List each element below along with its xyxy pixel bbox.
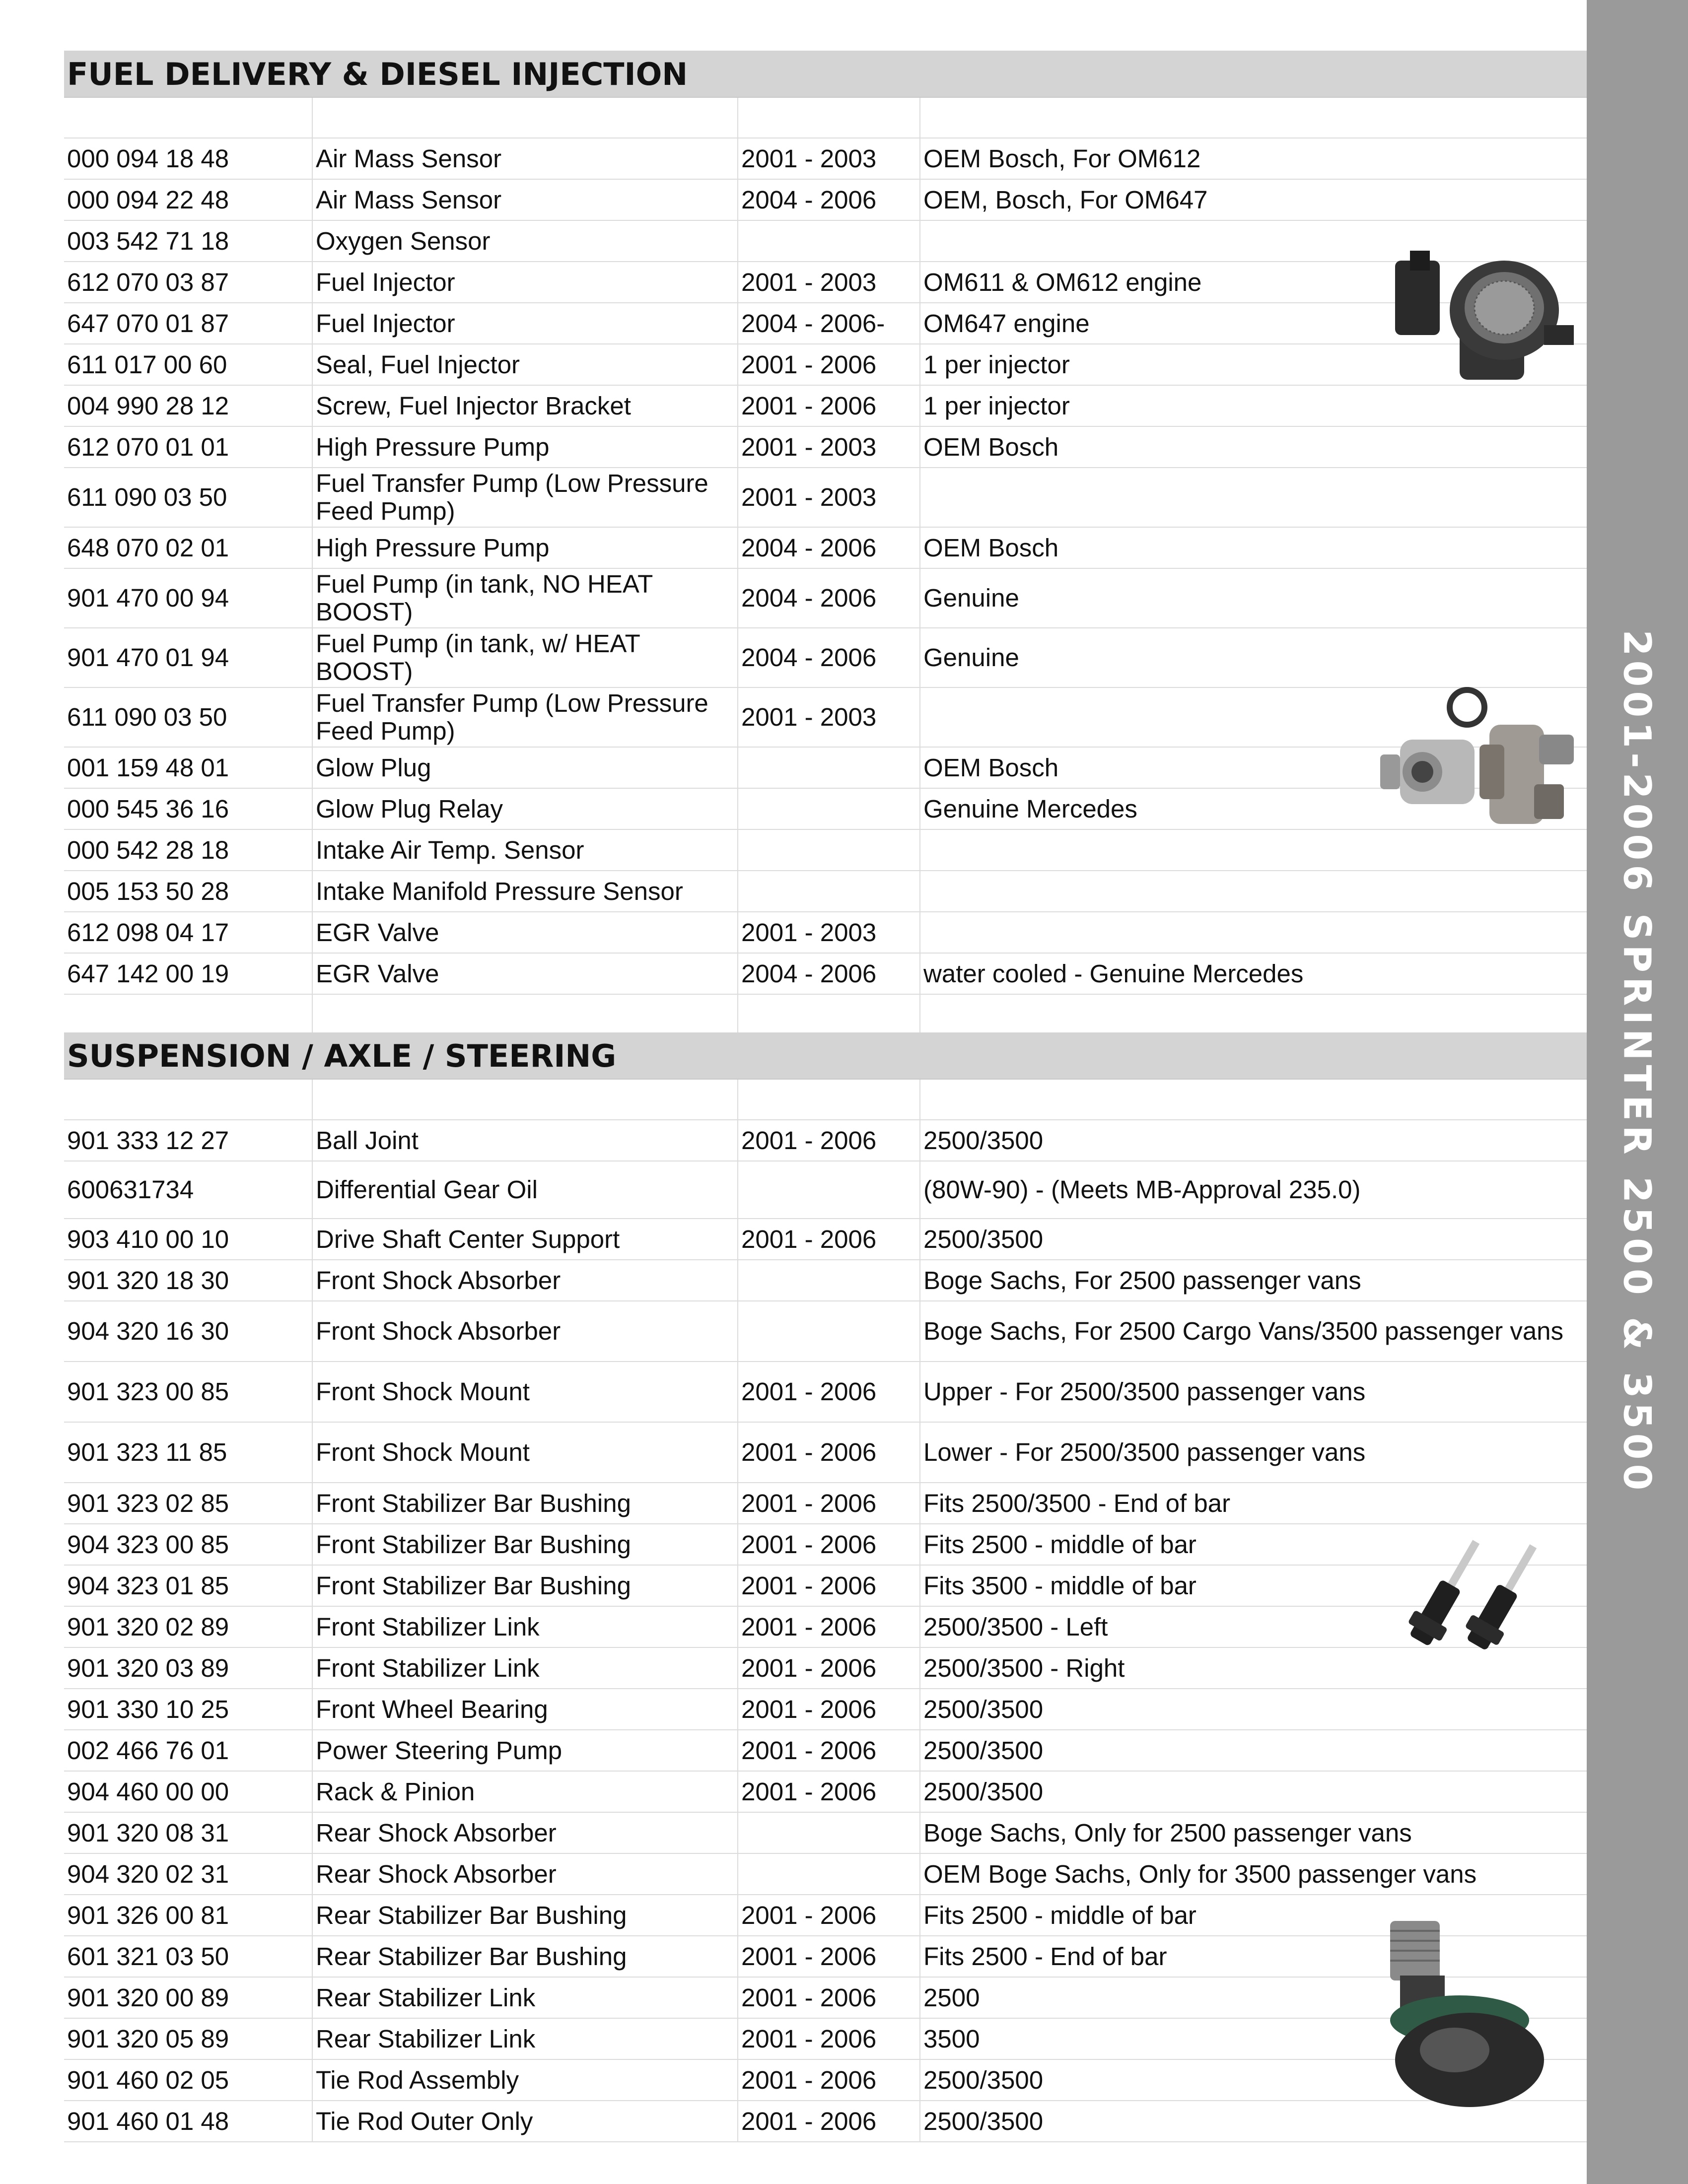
part-number-cell: 647 070 01 87 xyxy=(64,303,312,344)
description-cell: Front Wheel Bearing xyxy=(312,1689,738,1730)
blank-cell xyxy=(312,98,738,138)
notes-cell: 2500/3500 xyxy=(920,1120,1587,1161)
years-cell: 2004 - 2006- xyxy=(738,303,920,344)
part-number-cell: 612 070 01 01 xyxy=(64,426,312,468)
table-row xyxy=(64,871,1587,912)
part-number-cell: 904 460 00 00 xyxy=(64,1771,312,1812)
description-cell: Fuel Transfer Pump (Low Pressure Feed Pump) xyxy=(312,468,738,527)
shock-absorber-photo xyxy=(1385,1529,1564,1668)
table-row xyxy=(64,788,1587,829)
years-cell xyxy=(738,871,920,912)
description-cell: High Pressure Pump xyxy=(312,426,738,468)
parts-table xyxy=(64,98,1587,1035)
description-cell: Fuel Transfer Pump (Low Pressure Feed Pump) xyxy=(312,687,738,747)
description-cell: Oxygen Sensor xyxy=(312,220,738,262)
years-cell: 2004 - 2006 xyxy=(738,953,920,994)
description-cell: Seal, Fuel Injector xyxy=(312,344,738,385)
notes-cell: (80W-90) - (Meets MB-Approval 235.0) xyxy=(920,1161,1587,1219)
years-cell: 2001 - 2006 xyxy=(738,344,920,385)
years-cell xyxy=(738,747,920,788)
years-cell: 2004 - 2006 xyxy=(738,568,920,628)
table-row xyxy=(64,344,1587,385)
table-row xyxy=(64,2018,1587,2059)
notes-cell: Fits 3500 - middle of bar xyxy=(920,1565,1587,1606)
part-number-cell: 901 323 11 85 xyxy=(64,1422,312,1483)
part-number-cell: 903 410 00 10 xyxy=(64,1219,312,1260)
notes-cell: 1 per injector xyxy=(920,344,1587,385)
description-cell: Air Mass Sensor xyxy=(312,179,738,220)
years-cell: 2004 - 2006 xyxy=(738,179,920,220)
table-row xyxy=(64,220,1587,262)
table-row xyxy=(64,1161,1587,1219)
part-number-cell: 612 098 04 17 xyxy=(64,912,312,953)
part-number-cell: 001 159 48 01 xyxy=(64,747,312,788)
table-row xyxy=(64,568,1587,628)
table-row xyxy=(64,628,1587,687)
part-number-cell: 901 320 05 89 xyxy=(64,2018,312,2059)
notes-cell: Genuine Mercedes xyxy=(920,788,1587,829)
notes-cell: Fits 2500/3500 - End of bar xyxy=(920,1483,1587,1524)
description-cell: Glow Plug xyxy=(312,747,738,788)
notes-cell: OEM, Bosch, For OM647 xyxy=(920,179,1587,220)
years-cell: 2004 - 2006 xyxy=(738,628,920,687)
years-cell: 2001 - 2006 xyxy=(738,1647,920,1689)
blank-cell xyxy=(738,98,920,138)
description-cell: Front Stabilizer Link xyxy=(312,1647,738,1689)
part-number-cell: 611 017 00 60 xyxy=(64,344,312,385)
description-cell: Rear Stabilizer Link xyxy=(312,1977,738,2018)
part-number-cell: 002 466 76 01 xyxy=(64,1730,312,1771)
part-number-cell: 901 470 01 94 xyxy=(64,628,312,687)
years-cell: 2001 - 2006 xyxy=(738,2101,920,2142)
blank-cell xyxy=(64,98,312,138)
description-cell: Screw, Fuel Injector Bracket xyxy=(312,385,738,426)
table-row xyxy=(64,426,1587,468)
notes-cell xyxy=(920,829,1587,871)
part-number-cell: 901 320 00 89 xyxy=(64,1977,312,2018)
notes-cell: Lower - For 2500/3500 passenger vans xyxy=(920,1422,1587,1483)
years-cell: 2001 - 2003 xyxy=(738,138,920,179)
part-number-cell: 901 470 00 94 xyxy=(64,568,312,628)
years-cell: 2001 - 2006 xyxy=(738,1730,920,1771)
years-cell: 2001 - 2006 xyxy=(738,1422,920,1483)
notes-cell: Fits 2500 - middle of bar xyxy=(920,1524,1587,1565)
years-cell xyxy=(738,788,920,829)
description-cell: Front Stabilizer Link xyxy=(312,1606,738,1647)
table-row xyxy=(64,1771,1587,1812)
sidebar-title: 2001-2006 SPRINTER 2500 & 3500 xyxy=(1615,629,1660,1495)
table-row xyxy=(64,747,1587,788)
description-cell: Front Shock Absorber xyxy=(312,1301,738,1362)
table-row xyxy=(64,1260,1587,1301)
parts-table xyxy=(64,1080,1587,2142)
part-number-cell: 904 320 16 30 xyxy=(64,1301,312,1362)
notes-cell: Upper - For 2500/3500 passenger vans xyxy=(920,1362,1587,1422)
part-number-cell: 901 320 03 89 xyxy=(64,1647,312,1689)
blank-cell xyxy=(738,994,920,1035)
years-cell: 2001 - 2003 xyxy=(738,468,920,527)
table-row xyxy=(64,1977,1587,2018)
notes-cell: 1 per injector xyxy=(920,385,1587,426)
part-number-cell: 901 320 02 89 xyxy=(64,1606,312,1647)
part-number-cell: 004 990 28 12 xyxy=(64,385,312,426)
part-number-cell: 904 320 02 31 xyxy=(64,1853,312,1895)
table-row xyxy=(64,1730,1587,1771)
table-row xyxy=(64,687,1587,747)
description-cell: Front Stabilizer Bar Bushing xyxy=(312,1483,738,1524)
table-row xyxy=(64,1936,1587,1977)
part-number-cell: 904 323 01 85 xyxy=(64,1565,312,1606)
description-cell: EGR Valve xyxy=(312,912,738,953)
description-cell: Front Stabilizer Bar Bushing xyxy=(312,1565,738,1606)
notes-cell: 2500/3500 xyxy=(920,1771,1587,1812)
notes-cell: 2500/3500 - Left xyxy=(920,1606,1587,1647)
table-row xyxy=(64,262,1587,303)
description-cell: Fuel Pump (in tank, NO HEAT BOOST) xyxy=(312,568,738,628)
description-cell: Rack & Pinion xyxy=(312,1771,738,1812)
description-cell: Rear Stabilizer Bar Bushing xyxy=(312,1895,738,1936)
years-cell xyxy=(738,220,920,262)
notes-cell: 2500/3500 xyxy=(920,1689,1587,1730)
blank-cell xyxy=(920,98,1587,138)
part-number-cell: 000 542 28 18 xyxy=(64,829,312,871)
ball-joint-photo xyxy=(1370,1916,1589,2110)
table-row xyxy=(64,1853,1587,1895)
blank-cell xyxy=(920,994,1587,1035)
part-number-cell: 901 333 12 27 xyxy=(64,1120,312,1161)
table-row xyxy=(64,2101,1587,2142)
notes-cell: 2500/3500 xyxy=(920,2059,1587,2101)
years-cell: 2001 - 2003 xyxy=(738,687,920,747)
years-cell: 2001 - 2006 xyxy=(738,1689,920,1730)
table-row xyxy=(64,2059,1587,2101)
part-number-cell: 901 323 02 85 xyxy=(64,1483,312,1524)
description-cell: Tie Rod Outer Only xyxy=(312,2101,738,2142)
notes-cell: Genuine xyxy=(920,628,1587,687)
table-row xyxy=(64,303,1587,344)
part-number-cell: 003 542 71 18 xyxy=(64,220,312,262)
description-cell: Front Shock Absorber xyxy=(312,1260,738,1301)
section-suspension xyxy=(64,1032,1587,2142)
notes-cell: OEM Bosch xyxy=(920,747,1587,788)
blank-cell xyxy=(312,994,738,1035)
table-row xyxy=(64,1812,1587,1853)
years-cell: 2001 - 2006 xyxy=(738,385,920,426)
years-cell xyxy=(738,1812,920,1853)
description-cell: Rear Shock Absorber xyxy=(312,1853,738,1895)
blank-row xyxy=(64,1080,1587,1120)
description-cell: Ball Joint xyxy=(312,1120,738,1161)
table-row xyxy=(64,138,1587,179)
years-cell xyxy=(738,829,920,871)
part-number-cell: 647 142 00 19 xyxy=(64,953,312,994)
blank-cell xyxy=(312,1080,738,1120)
section-fuel-delivery xyxy=(64,51,1587,1035)
description-cell: Differential Gear Oil xyxy=(312,1161,738,1219)
notes-cell: 2500 xyxy=(920,1977,1587,2018)
part-number-cell: 901 320 18 30 xyxy=(64,1260,312,1301)
years-cell xyxy=(738,1161,920,1219)
table-row xyxy=(64,527,1587,568)
notes-cell: Genuine xyxy=(920,568,1587,628)
years-cell: 2001 - 2003 xyxy=(738,262,920,303)
table-row xyxy=(64,829,1587,871)
section-title: FUEL DELIVERY & DIESEL INJECTION xyxy=(64,51,1587,98)
notes-cell: 2500/3500 xyxy=(920,1730,1587,1771)
description-cell: Power Steering Pump xyxy=(312,1730,738,1771)
notes-cell: 3500 xyxy=(920,2018,1587,2059)
description-cell: Rear Stabilizer Link xyxy=(312,2018,738,2059)
notes-cell: OM647 engine xyxy=(920,303,1587,344)
table-row xyxy=(64,1219,1587,1260)
part-number-cell: 901 326 00 81 xyxy=(64,1895,312,1936)
notes-cell xyxy=(920,468,1587,527)
table-row xyxy=(64,1647,1587,1689)
years-cell: 2001 - 2006 xyxy=(738,2059,920,2101)
years-cell: 2001 - 2006 xyxy=(738,1977,920,2018)
notes-cell: OEM Bosch, For OM612 xyxy=(920,138,1587,179)
notes-cell: OEM Bosch xyxy=(920,426,1587,468)
part-number-cell: 901 460 02 05 xyxy=(64,2059,312,2101)
blank-row xyxy=(64,98,1587,138)
description-cell: Front Shock Mount xyxy=(312,1362,738,1422)
table-row xyxy=(64,1120,1587,1161)
table-row xyxy=(64,1524,1587,1565)
part-number-cell: 005 153 50 28 xyxy=(64,871,312,912)
table-row xyxy=(64,1689,1587,1730)
table-row xyxy=(64,912,1587,953)
notes-cell: 2500/3500 xyxy=(920,1219,1587,1260)
description-cell: Intake Air Temp. Sensor xyxy=(312,829,738,871)
notes-cell: OEM Boge Sachs, Only for 3500 passenger vans xyxy=(920,1853,1587,1895)
description-cell: Fuel Injector xyxy=(312,303,738,344)
part-number-cell: 611 090 03 50 xyxy=(64,687,312,747)
notes-cell: 2500/3500 - Right xyxy=(920,1647,1587,1689)
part-number-cell: 611 090 03 50 xyxy=(64,468,312,527)
notes-cell: OM611 & OM612 engine xyxy=(920,262,1587,303)
table-row xyxy=(64,1483,1587,1524)
years-cell xyxy=(738,1853,920,1895)
years-cell xyxy=(738,1260,920,1301)
years-cell: 2001 - 2006 xyxy=(738,1483,920,1524)
years-cell xyxy=(738,1301,920,1362)
years-cell: 2001 - 2006 xyxy=(738,1771,920,1812)
notes-cell: Boge Sachs, For 2500 passenger vans xyxy=(920,1260,1587,1301)
part-number-cell: 901 330 10 25 xyxy=(64,1689,312,1730)
part-number-cell: 612 070 03 87 xyxy=(64,262,312,303)
description-cell: High Pressure Pump xyxy=(312,527,738,568)
description-cell: Glow Plug Relay xyxy=(312,788,738,829)
description-cell: Front Stabilizer Bar Bushing xyxy=(312,1524,738,1565)
blank-cell xyxy=(64,1080,312,1120)
table-row xyxy=(64,1362,1587,1422)
table-row xyxy=(64,953,1587,994)
table-row xyxy=(64,385,1587,426)
years-cell: 2001 - 2003 xyxy=(738,912,920,953)
part-number-cell: 648 070 02 01 xyxy=(64,527,312,568)
blank-cell xyxy=(920,1080,1587,1120)
years-cell: 2001 - 2003 xyxy=(738,426,920,468)
description-cell: Intake Manifold Pressure Sensor xyxy=(312,871,738,912)
blank-row xyxy=(64,994,1587,1035)
part-number-cell: 901 323 00 85 xyxy=(64,1362,312,1422)
years-cell: 2004 - 2006 xyxy=(738,527,920,568)
notes-cell xyxy=(920,912,1587,953)
notes-cell: Fits 2500 - middle of bar xyxy=(920,1895,1587,1936)
blank-cell xyxy=(738,1080,920,1120)
part-number-cell: 901 460 01 48 xyxy=(64,2101,312,2142)
notes-cell xyxy=(920,871,1587,912)
part-number-cell: 901 320 08 31 xyxy=(64,1812,312,1853)
description-cell: Front Shock Mount xyxy=(312,1422,738,1483)
description-cell: Drive Shaft Center Support xyxy=(312,1219,738,1260)
description-cell: Rear Stabilizer Bar Bushing xyxy=(312,1936,738,1977)
table-row xyxy=(64,1422,1587,1483)
years-cell: 2001 - 2006 xyxy=(738,1936,920,1977)
years-cell: 2001 - 2006 xyxy=(738,1219,920,1260)
years-cell: 2001 - 2006 xyxy=(738,1606,920,1647)
part-number-cell: 600631734 xyxy=(64,1161,312,1219)
description-cell: EGR Valve xyxy=(312,953,738,994)
air-mass-sensor-photo xyxy=(1385,251,1584,390)
notes-cell: Fits 2500 - End of bar xyxy=(920,1936,1587,1977)
notes-cell: OEM Bosch xyxy=(920,527,1587,568)
years-cell: 2001 - 2006 xyxy=(738,1120,920,1161)
table-row xyxy=(64,1606,1587,1647)
section-title: SUSPENSION / AXLE / STEERING xyxy=(64,1032,1587,1080)
part-number-cell: 904 323 00 85 xyxy=(64,1524,312,1565)
table-row xyxy=(64,468,1587,527)
part-number-cell: 000 094 22 48 xyxy=(64,179,312,220)
table-row xyxy=(64,179,1587,220)
description-cell: Fuel Pump (in tank, w/ HEAT BOOST) xyxy=(312,628,738,687)
years-cell: 2001 - 2006 xyxy=(738,1565,920,1606)
years-cell: 2001 - 2006 xyxy=(738,1362,920,1422)
description-cell: Fuel Injector xyxy=(312,262,738,303)
notes-cell: Boge Sachs, Only for 2500 passenger vans xyxy=(920,1812,1587,1853)
description-cell: Air Mass Sensor xyxy=(312,138,738,179)
notes-cell: Boge Sachs, For 2500 Cargo Vans/3500 passenger vans xyxy=(920,1301,1587,1362)
part-number-cell: 000 094 18 48 xyxy=(64,138,312,179)
notes-cell: water cooled - Genuine Mercedes xyxy=(920,953,1587,994)
years-cell: 2001 - 2006 xyxy=(738,2018,920,2059)
years-cell: 2001 - 2006 xyxy=(738,1524,920,1565)
egr-valve-photo xyxy=(1370,685,1589,834)
part-number-cell: 601 321 03 50 xyxy=(64,1936,312,1977)
description-cell: Rear Shock Absorber xyxy=(312,1812,738,1853)
blank-cell xyxy=(64,994,312,1035)
table-row xyxy=(64,1301,1587,1362)
table-row xyxy=(64,1895,1587,1936)
table-row xyxy=(64,1565,1587,1606)
description-cell: Tie Rod Assembly xyxy=(312,2059,738,2101)
years-cell: 2001 - 2006 xyxy=(738,1895,920,1936)
notes-cell: 2500/3500 xyxy=(920,2101,1587,2142)
part-number-cell: 000 545 36 16 xyxy=(64,788,312,829)
